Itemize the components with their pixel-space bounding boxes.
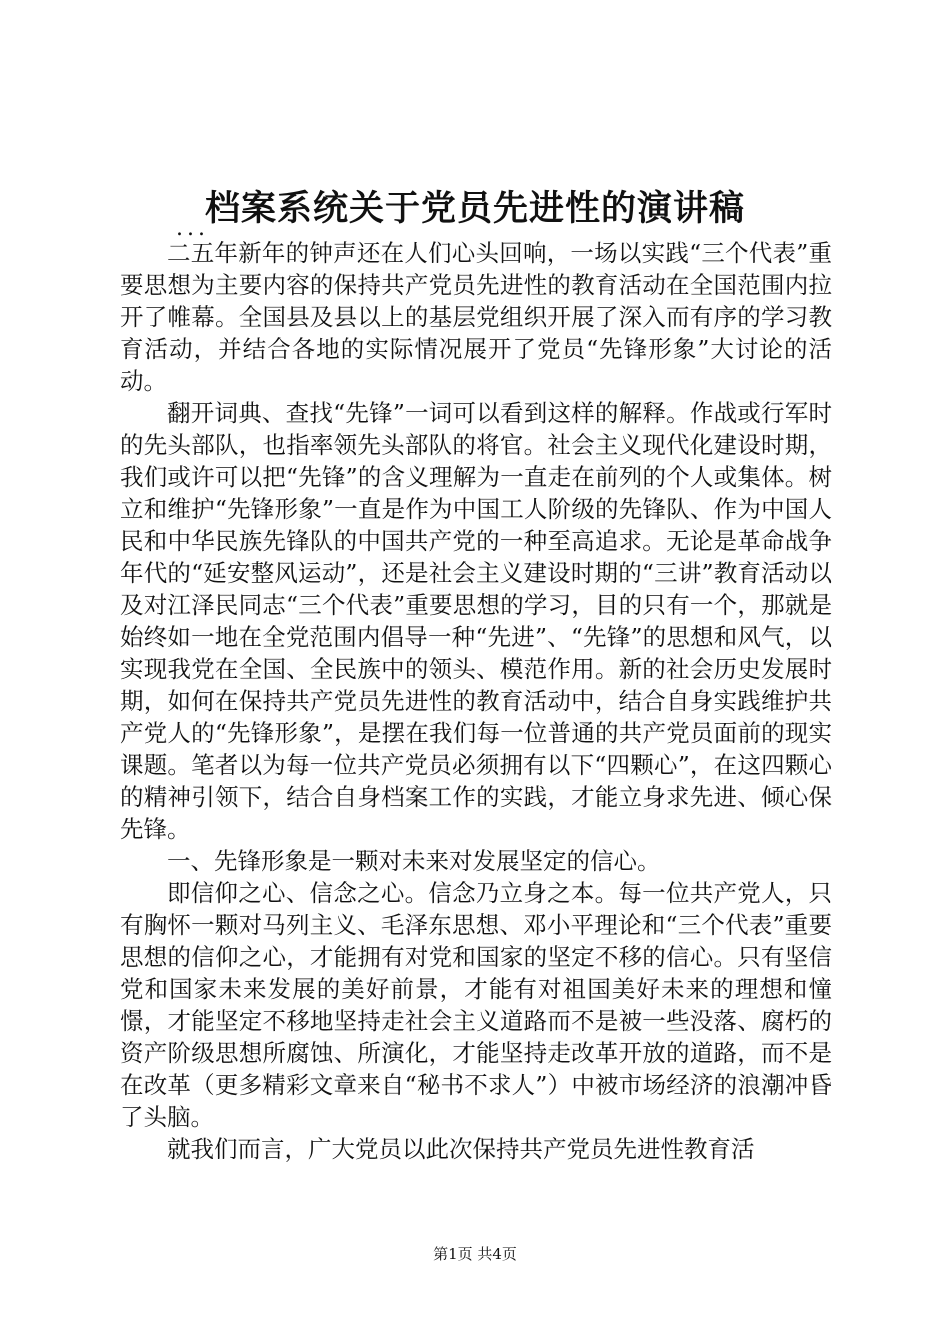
paragraph: 就我们而言，广大党员以此次保持共产党员先进性教育活 bbox=[167, 1135, 755, 1163]
section-heading: 一、先锋形象是一颗对未来对发展坚定的信心。 bbox=[167, 847, 661, 875]
paragraph: 二五年新年的钟声还在人们心头回响，一场以实践“三个代表”重要思想为主要内容的保持共产党员先进性的教育活动在全国范围内拉开了帷幕。全国县及县以上的基层党组织开展了深入而有序的学习教育活动，并结合各地的实际情况展开了党员“先锋形象”大讨论的活动。 bbox=[120, 239, 832, 395]
ellipsis-marker: ... bbox=[176, 216, 209, 241]
paragraph: 翻开词典、查找“先锋”一词可以看到这样的解释。作战或行军时的先头部队，也指率领先头部队的将官。社会主义现代化建设时期，我们或许可以把“先锋”的含义理解为一直走在前列的个人或集体。树立和维护“先锋形象”一直是作为中国工人阶级的先锋队、作为中国人民和中华民族先锋队的中国共产党的一种至高追求。无论是革命战争年代的“延安整风运动”，还是社会主义建设时期的“三讲”教育活动以及对江泽民同志“三个代表”重要思想的学习，目的只有一个，那就是始终如一地在全党范围内倡导一种“先进”、“先锋”的思想和风气，以实现我党在全国、全民族中的领头、模范作用。新的社会历史发展时期，如何在保持共产党员先进性的教育活动中，结合自身实践维护共产党人的“先锋形象”，是摆在我们每一位普通的共产党员面前的现实课题。笔者以为每一位共产党员必须拥有以下“四颗心”，在这四颗心的精神引领下，结合自身档案工作的实践，才能立身求先进、倾心保先锋。 bbox=[120, 399, 832, 843]
document-body bbox=[120, 237, 832, 1165]
page-footer: 第1页 共4页 bbox=[433, 1245, 517, 1263]
document-title: 档案系统关于党员先进性的演讲稿 bbox=[204, 188, 745, 229]
paragraph: 即信仰之心、信念之心。信念乃立身之本。每一位共产党人，只有胸怀一颗对马列主义、毛泽东思想、邓小平理论和“三个代表”重要思想的信仰之心，才能拥有对党和国家的坚定不移的信心。只有坚信党和国家未来发展的美好前景，才能有对祖国美好未来的理想和憧憬，才能坚定不移地坚持走社会主义道路而不是被一些没落、腐朽的资产阶级思想所腐蚀、所演化，才能坚持走改革开放的道路，而不是在改革（更多精彩文章来自“秘书不求人”）中被市场经济的浪潮冲昏了头脑。 bbox=[120, 879, 832, 1131]
